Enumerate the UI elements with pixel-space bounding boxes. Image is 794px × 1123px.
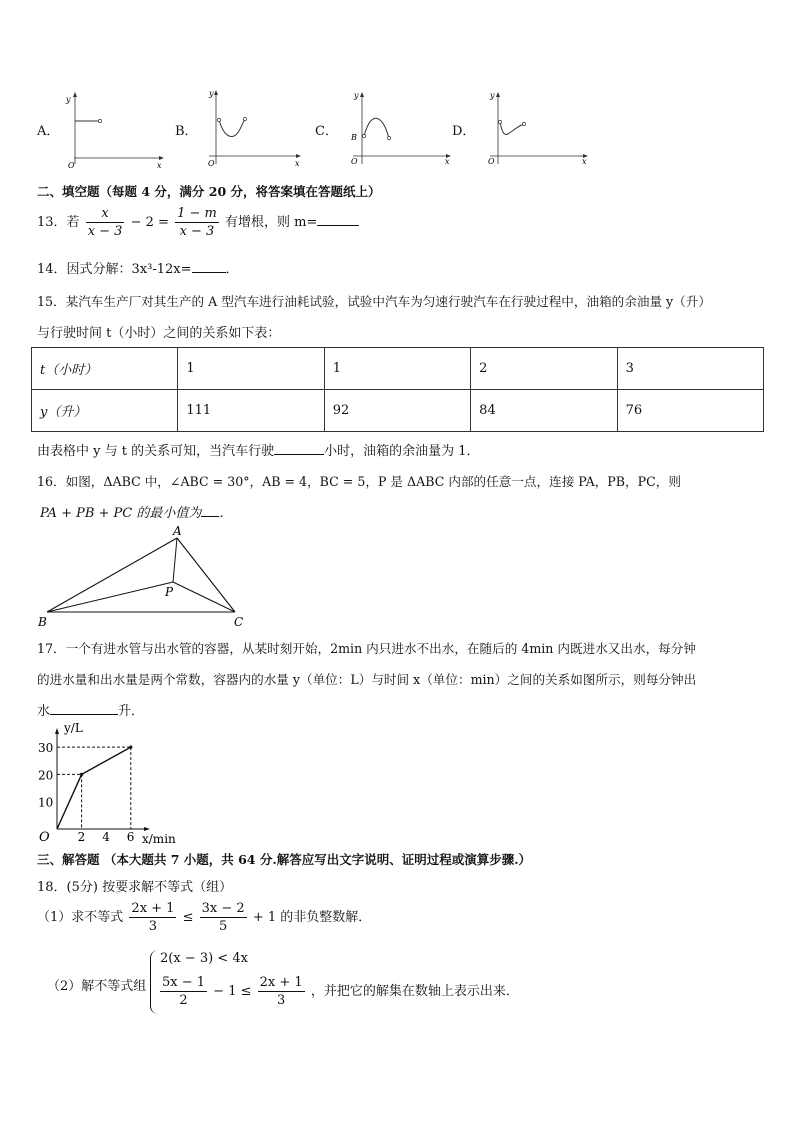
svg-text:O: O	[68, 161, 75, 168]
svg-text:x: x	[295, 159, 300, 168]
table-cell: 92	[324, 390, 470, 432]
x-tick-label: 4	[102, 830, 110, 844]
q18-p1-frac2	[200, 900, 247, 935]
q13-answer-blank[interactable]	[317, 212, 359, 226]
data-point	[129, 746, 132, 749]
q18-p2-pre: （2）解不等式组	[47, 979, 147, 994]
q17-line3	[37, 700, 144, 719]
q18-p2-line1: 2(x − 3) < 4x	[160, 951, 248, 966]
table-row	[32, 390, 764, 432]
y-axis-label: y/L	[64, 721, 83, 735]
q13-frac1-num: x	[86, 205, 125, 223]
q14-tail: ．	[225, 262, 239, 277]
section3-heading: 三、解答题 （本大题共 7 小题，共 64 分.解答应写出文字说明、证明过程或演算步骤.）	[37, 852, 532, 867]
q16-triangle-figure	[30, 520, 260, 630]
q18-p2-post: ，并把它的解集在数轴上表示出来．	[310, 984, 519, 999]
q13-tail: 有增根，则 m=	[224, 215, 318, 230]
table-row	[32, 348, 764, 390]
svg-text:O: O	[208, 159, 215, 168]
x-tick-label: 2	[77, 830, 86, 844]
q17-line3-pre: 水	[37, 704, 51, 719]
table-cell: 1	[324, 348, 470, 390]
option-a-label: A．	[37, 124, 60, 139]
svg-text:x: x	[157, 161, 162, 168]
q13-frac1-den: x − 3	[87, 224, 123, 239]
q17-answer-blank[interactable]	[50, 701, 118, 715]
x-axis-label: x/min	[142, 832, 176, 846]
q15-after	[37, 440, 480, 459]
q14	[37, 258, 239, 277]
q18-p1-post: + 1 的非负整数解．	[252, 910, 372, 925]
q18-p2-mid: − 1 ≤	[213, 984, 252, 999]
svg-text:O: O	[488, 157, 495, 166]
q16-line1: 16．如图，ΔABC 中，∠ABC = 30°，AB = 4，BC = 5，P 是 ΔABC 内部的任意一点，连接 PA，PB，PC，则	[37, 474, 681, 489]
y-tick-label: 10	[38, 795, 54, 810]
q15-after-pre: 由表格中 y 与 t 的关系可知，当汽车行驶	[37, 444, 275, 459]
svg-text:B: B	[351, 133, 357, 142]
q13-mid: − 2 =	[130, 215, 169, 230]
q13-frac2-num: 1 − m	[177, 206, 217, 221]
origin-label: O	[39, 830, 50, 845]
q17-line1: 17．一个有进水管与出水管的容器，从某时刻开始，2min 内只进水不出水，在随后的 4min 内既进水又出水，每分钟	[37, 641, 696, 656]
q16-answer-blank[interactable]	[201, 503, 219, 517]
q16-line2-post: ．	[219, 506, 233, 521]
svg-text:y: y	[209, 89, 214, 98]
q17-line2: 的进水量和出水量是两个常数，容器内的水量 y（单位：L）与时间 x（单位：min）之间的关系如图所示，则每分钟出	[37, 672, 697, 687]
table-cell: y（升）	[32, 390, 178, 432]
option-b-graph	[197, 86, 307, 170]
data-point	[80, 773, 83, 776]
vertex-a-label: A	[173, 524, 182, 538]
vertex-c-label: C	[234, 615, 244, 629]
q15-line2: 与行驶时间 t（小时）之间的关系如下表：	[37, 326, 281, 341]
q13-frac2-den: x − 3	[179, 224, 215, 239]
q18-p1-le: ≤	[182, 910, 194, 925]
section2-heading: 二、填空题（每题 4 分，满分 20 分，将答案填在答题纸上）	[37, 184, 381, 199]
q13	[37, 205, 359, 240]
q15-line1: 15．某汽车生产厂对其生产的 A 型汽车进行油耗试验，试验中汽车为匀速行驶汽车在行驶过程中，油箱的余油量 y（升）	[37, 294, 711, 309]
svg-text:y: y	[66, 95, 71, 104]
q17-line3-post: 升．	[118, 704, 145, 719]
q18-p1-frac1	[129, 900, 176, 935]
q18-p2-frac1-den: 2	[179, 993, 188, 1008]
option-d-label: D．	[452, 124, 476, 139]
svg-text:x: x	[445, 157, 450, 166]
q18-p2-frac1	[160, 974, 207, 1009]
table-cell: 2	[471, 348, 617, 390]
x-tick-label: 6	[126, 830, 135, 844]
option-c-label: C．	[315, 124, 338, 139]
q13-frac2	[175, 205, 219, 240]
q18-intro: 18．(5分) 按要求解不等式（组）	[37, 880, 233, 895]
q14-text: 14．因式分解：3x³-12x=	[37, 262, 192, 277]
option-b-label: B．	[175, 124, 198, 139]
q13-num: 13．若	[37, 215, 80, 230]
q15-answer-blank[interactable]	[274, 441, 324, 455]
q18-p1-frac1-num: 2x + 1	[131, 901, 175, 916]
vertex-b-label: B	[38, 615, 47, 629]
q18-p2-frac1-num: 5x − 1	[162, 975, 206, 990]
option-d-graph	[484, 88, 594, 168]
q17-water-chart	[30, 720, 190, 848]
svg-text:y: y	[354, 91, 359, 100]
option-a-graph	[62, 88, 172, 168]
svg-text:y: y	[490, 91, 495, 100]
option-c-graph	[347, 88, 457, 168]
q18-p1-pre: （1）求不等式	[37, 910, 124, 925]
q18-p2-line2	[158, 974, 519, 1009]
y-tick-label: 20	[38, 768, 54, 783]
q18-p2-frac2	[258, 974, 305, 1009]
q18-p2-frac2-den: 3	[277, 993, 286, 1008]
q18-p1-frac2-num: 3x − 2	[201, 901, 245, 916]
table-cell: 111	[178, 390, 324, 432]
table-cell: 1	[178, 348, 324, 390]
table-cell: 84	[471, 390, 617, 432]
q16-line2-pre: PA + PB + PC 的最小值为	[40, 506, 202, 521]
table-cell: 3	[617, 348, 763, 390]
q16-line2	[40, 502, 232, 521]
q18-part1	[37, 900, 371, 935]
svg-text:x: x	[582, 157, 587, 166]
series-line	[57, 747, 131, 829]
table-cell: 76	[617, 390, 763, 432]
y-tick-label: 30	[38, 741, 54, 756]
q15-after-post: 小时，油箱的余油量为 1．	[324, 444, 480, 459]
q18-p1-frac1-den: 3	[148, 919, 158, 934]
q14-answer-blank[interactable]	[192, 259, 226, 273]
svg-text:O: O	[351, 157, 358, 166]
table-cell: t（小时）	[32, 348, 178, 390]
q15-table	[31, 347, 764, 432]
q13-frac1	[86, 205, 125, 240]
point-p-label: P	[165, 585, 174, 599]
q18-p1-frac2-den: 5	[219, 919, 228, 934]
q18-p2-frac2-num: 2x + 1	[259, 975, 303, 990]
